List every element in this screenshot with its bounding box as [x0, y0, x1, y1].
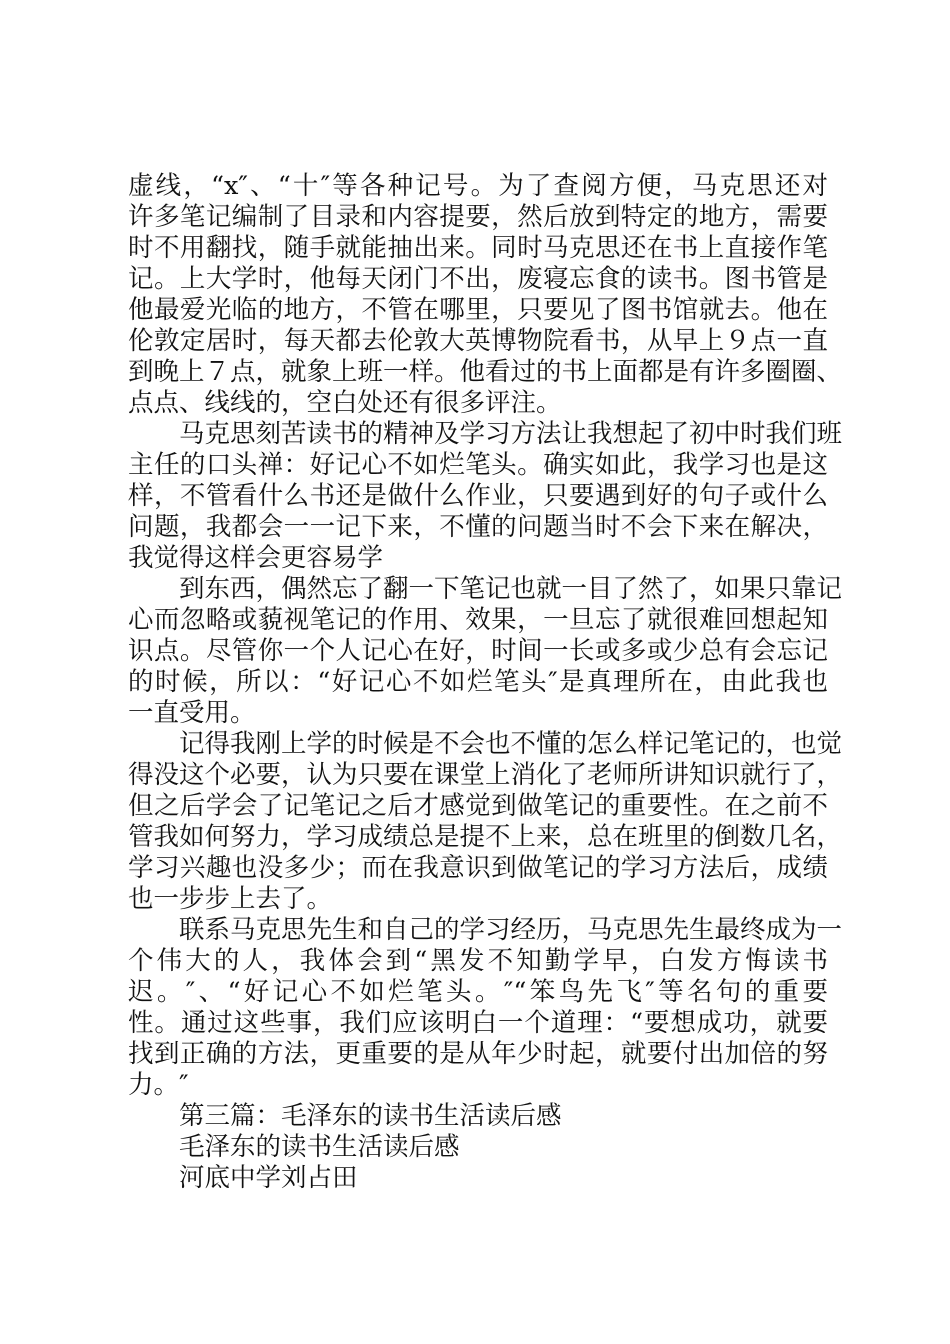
- text-line: 记。上大学时，他每天闭门不出，废寝忘食的读书。图书管是: [128, 264, 828, 294]
- text-line: 我觉得这样会更容易学: [128, 543, 384, 573]
- text-line: 性。通过这些事，我们应该明白一个道理：“要想成功，就要: [128, 1008, 828, 1038]
- text-line: 联系马克思先生和自己的学习经历，马克思先生最终成为一: [179, 915, 843, 945]
- text-line: 到东西，偶然忘了翻一下笔记也就一目了然了，如果只靠记: [179, 574, 843, 604]
- text-line: 迟。″、“好记心不如烂笔头。″“笨鸟先飞″等名句的重要: [128, 977, 828, 1007]
- text-line: 点点、线线的，空白处还有很多评注。: [128, 388, 562, 418]
- text-line: 伦敦定居时，每天都去伦敦大英博物院看书，从早上９点一直: [128, 326, 828, 356]
- text-line: 也一步步上去了。: [128, 884, 333, 914]
- text-line: 力。″: [128, 1070, 189, 1100]
- text-line: 第三篇：毛泽东的读书生活读后感: [179, 1101, 562, 1131]
- text-line: 虚线，“x″、“十″等各种记号。为了查阅方便，马克思还对: [128, 171, 828, 201]
- text-line: 时不用翻找，随手就能抽出来。同时马克思还在书上直接作笔: [128, 233, 828, 263]
- text-line: 找到正确的方法，更重要的是从年少时起，就要付出加倍的努: [128, 1039, 828, 1069]
- text-line: 的时候，所以：“好记心不如烂笔头″是真理所在，由此我也: [128, 667, 828, 697]
- text-line: 他最爱光临的地方，不管在哪里，只要见了图书馆就去。他在: [128, 295, 828, 325]
- text-line: 河底中学刘占田: [179, 1163, 358, 1193]
- text-line: 到晚上７点，就象上班一样。他看过的书上面都是有许多圈圈、: [128, 357, 843, 387]
- text-line: 得没这个必要，认为只要在课堂上消化了老师所讲知识就行了，: [128, 760, 843, 790]
- text-line: 毛泽东的读书生活读后感: [179, 1132, 460, 1162]
- text-line: 心而忽略或藐视笔记的作用、效果，一旦忘了就很难回想起知: [128, 605, 828, 635]
- document-body: [128, 171, 843, 1194]
- text-line: 但之后学会了记笔记之后才感觉到做笔记的重要性。在之前不: [128, 791, 828, 821]
- text-line: 马克思刻苦读书的精神及学习方法让我想起了初中时我们班: [179, 419, 843, 449]
- text-line: 管我如何努力，学习成绩总是提不上来，总在班里的倒数几名，: [128, 822, 843, 852]
- text-line: 许多笔记编制了目录和内容提要，然后放到特定的地方，需要: [128, 202, 828, 232]
- text-line: 样，不管看什么书还是做什么作业，只要遇到好的句子或什么: [128, 481, 828, 511]
- text-line: 一直受用。: [128, 698, 256, 728]
- text-line: 个伟大的人，我体会到“黑发不知勤学早，白发方悔读书: [128, 946, 828, 976]
- text-line: 记得我刚上学的时候是不会也不懂的怎么样记笔记的，也觉: [179, 729, 843, 759]
- text-line: 主任的口头禅：好记心不如烂笔头。确实如此，我学习也是这: [128, 450, 828, 480]
- text-line: 学习兴趣也没多少；而在我意识到做笔记的学习方法后，成绩: [128, 853, 828, 883]
- text-line: 识点。尽管你一个人记心在好，时间一长或多或少总有会忘记: [128, 636, 828, 666]
- text-line: 问题，我都会一一记下来，不懂的问题当时不会下来在解决，: [128, 512, 828, 542]
